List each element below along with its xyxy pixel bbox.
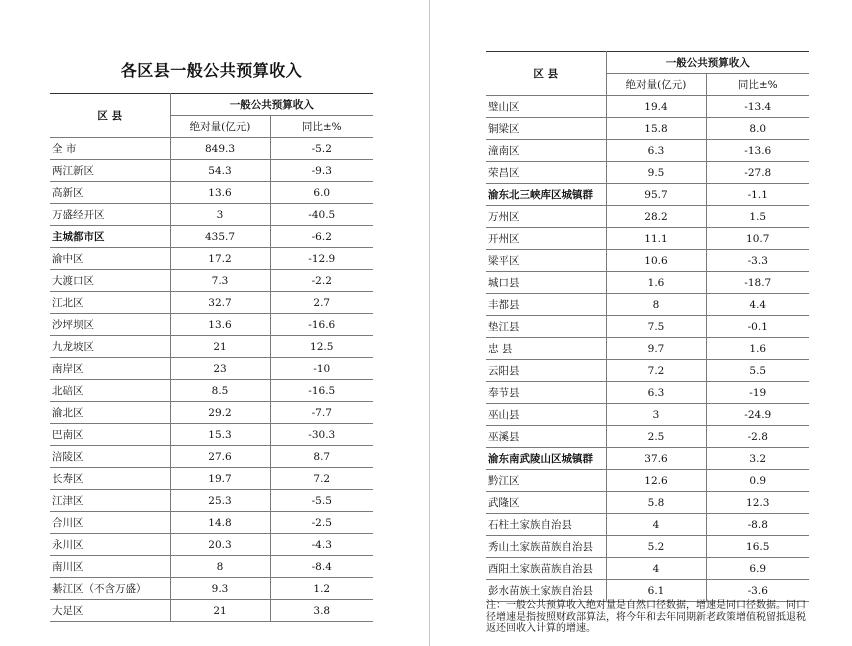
absolute-value: 13.6 [170, 314, 270, 336]
district-name: 彭水苗族土家族自治县 [486, 580, 606, 602]
table-row [486, 140, 809, 162]
district-name: 万盛经开区 [50, 204, 170, 226]
yoy-value: 1.2 [270, 578, 373, 600]
district-name: 丰都县 [486, 294, 606, 316]
budget-group-header: 一般公共预算收入 [606, 52, 809, 74]
table-row [50, 270, 373, 292]
absolute-value: 7.5 [606, 316, 706, 338]
absolute-value: 9.7 [606, 338, 706, 360]
district-name: 巴南区 [50, 424, 170, 446]
yoy-value: -1.1 [706, 184, 809, 206]
table-row [486, 448, 809, 470]
district-name: 忠 县 [486, 338, 606, 360]
district-name: 城口县 [486, 272, 606, 294]
district-name: 梁平区 [486, 250, 606, 272]
district-name: 秀山土家族苗族自治县 [486, 536, 606, 558]
absolute-value: 13.6 [170, 182, 270, 204]
absolute-header: 绝对量(亿元) [170, 116, 270, 138]
absolute-value: 54.3 [170, 160, 270, 182]
yoy-value: -4.3 [270, 534, 373, 556]
yoy-header: 同比±% [706, 74, 809, 96]
yoy-value: -5.2 [270, 138, 373, 160]
table-row [50, 600, 373, 622]
district-name: 武隆区 [486, 492, 606, 514]
district-name: 大渡口区 [50, 270, 170, 292]
absolute-value: 17.2 [170, 248, 270, 270]
absolute-value: 8.5 [170, 380, 270, 402]
district-name: 石柱土家族自治县 [486, 514, 606, 536]
yoy-value: -13.6 [706, 140, 809, 162]
absolute-value: 4 [606, 514, 706, 536]
district-name: 南岸区 [50, 358, 170, 380]
district-name: 綦江区（不含万盛） [50, 578, 170, 600]
district-name: 合川区 [50, 512, 170, 534]
table-row [50, 204, 373, 226]
yoy-value: -3.6 [706, 580, 809, 602]
table-row [486, 294, 809, 316]
table-row [486, 558, 809, 580]
district-name: 渝东北三峡库区城镇群 [486, 184, 606, 206]
yoy-value: 5.5 [706, 360, 809, 382]
table-row [486, 162, 809, 184]
absolute-value: 15.3 [170, 424, 270, 446]
absolute-value: 19.7 [170, 468, 270, 490]
table-row [486, 338, 809, 360]
absolute-value: 4 [606, 558, 706, 580]
district-name: 主城都市区 [50, 226, 170, 248]
district-name: 全 市 [50, 138, 170, 160]
district-name: 垫江县 [486, 316, 606, 338]
district-name: 璧山区 [486, 96, 606, 118]
yoy-value: -7.7 [270, 402, 373, 424]
yoy-value: 12.3 [706, 492, 809, 514]
table-row [486, 360, 809, 382]
yoy-value: 7.2 [270, 468, 373, 490]
table-row [50, 358, 373, 380]
yoy-value: -27.8 [706, 162, 809, 184]
yoy-value: -9.3 [270, 160, 373, 182]
absolute-value: 3 [606, 404, 706, 426]
yoy-value: -19 [706, 382, 809, 404]
absolute-value: 8 [170, 556, 270, 578]
yoy-value: 8.0 [706, 118, 809, 140]
yoy-value: -12.9 [270, 248, 373, 270]
table-row [50, 468, 373, 490]
yoy-value: -5.5 [270, 490, 373, 512]
absolute-value: 6.3 [606, 382, 706, 404]
right-budget-table [486, 51, 809, 602]
page-divider [429, 0, 430, 646]
absolute-value: 37.6 [606, 448, 706, 470]
yoy-value: 12.5 [270, 336, 373, 358]
absolute-value: 5.8 [606, 492, 706, 514]
absolute-value: 6.1 [606, 580, 706, 602]
district-name: 万州区 [486, 206, 606, 228]
district-name: 江津区 [50, 490, 170, 512]
table-row [486, 470, 809, 492]
district-name: 两江新区 [50, 160, 170, 182]
absolute-value: 19.4 [606, 96, 706, 118]
table-row [486, 96, 809, 118]
table-row [486, 580, 809, 602]
table-row [50, 292, 373, 314]
yoy-value: -13.4 [706, 96, 809, 118]
right-table-body [486, 96, 809, 602]
yoy-value: -3.3 [706, 250, 809, 272]
page-title: 各区县一般公共预算收入 [120, 61, 303, 80]
table-row [486, 206, 809, 228]
table-row [50, 160, 373, 182]
table-row [486, 514, 809, 536]
district-name: 涪陵区 [50, 446, 170, 468]
district-name: 潼南区 [486, 140, 606, 162]
absolute-value: 849.3 [170, 138, 270, 160]
district-name: 铜梁区 [486, 118, 606, 140]
yoy-value: 10.7 [706, 228, 809, 250]
table-row [486, 492, 809, 514]
absolute-value: 32.7 [170, 292, 270, 314]
table-row [50, 336, 373, 358]
district-name: 九龙坡区 [50, 336, 170, 358]
absolute-value: 23 [170, 358, 270, 380]
yoy-value: 8.7 [270, 446, 373, 468]
district-name: 渝中区 [50, 248, 170, 270]
absolute-value: 14.8 [170, 512, 270, 534]
absolute-value: 21 [170, 336, 270, 358]
absolute-value: 20.3 [170, 534, 270, 556]
absolute-value: 28.2 [606, 206, 706, 228]
table-row [50, 490, 373, 512]
table-row [50, 402, 373, 424]
absolute-value: 15.8 [606, 118, 706, 140]
district-name: 江北区 [50, 292, 170, 314]
yoy-value: 3.8 [270, 600, 373, 622]
district-name: 南川区 [50, 556, 170, 578]
yoy-value: 2.7 [270, 292, 373, 314]
table-row [486, 382, 809, 404]
absolute-value: 2.5 [606, 426, 706, 448]
table-row [486, 250, 809, 272]
yoy-value: -16.5 [270, 380, 373, 402]
table-row [50, 556, 373, 578]
district-name: 荣昌区 [486, 162, 606, 184]
absolute-value: 7.2 [606, 360, 706, 382]
absolute-value: 12.6 [606, 470, 706, 492]
district-name: 黔江区 [486, 470, 606, 492]
table-row [50, 512, 373, 534]
left-budget-table [50, 93, 373, 622]
absolute-value: 25.3 [170, 490, 270, 512]
table-row [486, 426, 809, 448]
table-row [486, 184, 809, 206]
table-row [50, 314, 373, 336]
yoy-value: -6.2 [270, 226, 373, 248]
absolute-value: 3 [170, 204, 270, 226]
yoy-header: 同比±% [270, 116, 373, 138]
yoy-value: 3.2 [706, 448, 809, 470]
budget-group-header: 一般公共预算收入 [170, 94, 373, 116]
table-row [50, 182, 373, 204]
district-name: 高新区 [50, 182, 170, 204]
absolute-value: 7.3 [170, 270, 270, 292]
absolute-value: 27.6 [170, 446, 270, 468]
yoy-value: -0.1 [706, 316, 809, 338]
yoy-value: 4.4 [706, 294, 809, 316]
table-row [50, 424, 373, 446]
district-name: 巫山县 [486, 404, 606, 426]
table-row [486, 228, 809, 250]
district-name: 北碚区 [50, 380, 170, 402]
absolute-value: 435.7 [170, 226, 270, 248]
yoy-value: -10 [270, 358, 373, 380]
yoy-value: -8.8 [706, 514, 809, 536]
table-row [50, 226, 373, 248]
district-name: 云阳县 [486, 360, 606, 382]
yoy-value: 16.5 [706, 536, 809, 558]
district-name: 大足区 [50, 600, 170, 622]
yoy-value: 1.5 [706, 206, 809, 228]
absolute-value: 6.3 [606, 140, 706, 162]
district-name: 沙坪坝区 [50, 314, 170, 336]
table-row [50, 446, 373, 468]
absolute-value: 95.7 [606, 184, 706, 206]
district-name: 酉阳土家族苗族自治县 [486, 558, 606, 580]
yoy-value: 1.6 [706, 338, 809, 360]
absolute-value: 5.2 [606, 536, 706, 558]
absolute-value: 11.1 [606, 228, 706, 250]
table-row [50, 380, 373, 402]
yoy-value: -24.9 [706, 404, 809, 426]
absolute-value: 29.2 [170, 402, 270, 424]
table-row [50, 578, 373, 600]
table-row [486, 536, 809, 558]
table-row [50, 138, 373, 160]
yoy-value: -2.8 [706, 426, 809, 448]
absolute-value: 21 [170, 600, 270, 622]
yoy-value: -16.6 [270, 314, 373, 336]
table-row [50, 248, 373, 270]
yoy-value: -2.2 [270, 270, 373, 292]
district-name: 长寿区 [50, 468, 170, 490]
table-row [486, 316, 809, 338]
table-row [486, 404, 809, 426]
yoy-value: -8.4 [270, 556, 373, 578]
table-row [486, 118, 809, 140]
absolute-value: 1.6 [606, 272, 706, 294]
district-name: 渝北区 [50, 402, 170, 424]
footnote: 注：一般公共预算收入绝对量是自然口径数据，增速是同口径数据。同口径增速是指按照财政部算法，将今年和去年同期新老政策增值税留抵退税返还回收入计算的增速。 [486, 600, 806, 634]
left-table-body [50, 138, 373, 622]
yoy-value: -2.5 [270, 512, 373, 534]
district-name: 渝东南武陵山区城镇群 [486, 448, 606, 470]
district-header: 区 县 [486, 52, 606, 96]
yoy-value: -40.5 [270, 204, 373, 226]
table-row [50, 534, 373, 556]
district-header: 区 县 [50, 94, 170, 138]
yoy-value: -18.7 [706, 272, 809, 294]
absolute-value: 9.5 [606, 162, 706, 184]
table-row [486, 272, 809, 294]
district-name: 奉节县 [486, 382, 606, 404]
yoy-value: 0.9 [706, 470, 809, 492]
absolute-value: 9.3 [170, 578, 270, 600]
absolute-header: 绝对量(亿元) [606, 74, 706, 96]
yoy-value: 6.0 [270, 182, 373, 204]
district-name: 巫溪县 [486, 426, 606, 448]
yoy-value: 6.9 [706, 558, 809, 580]
absolute-value: 10.6 [606, 250, 706, 272]
district-name: 永川区 [50, 534, 170, 556]
yoy-value: -30.3 [270, 424, 373, 446]
district-name: 开州区 [486, 228, 606, 250]
absolute-value: 8 [606, 294, 706, 316]
